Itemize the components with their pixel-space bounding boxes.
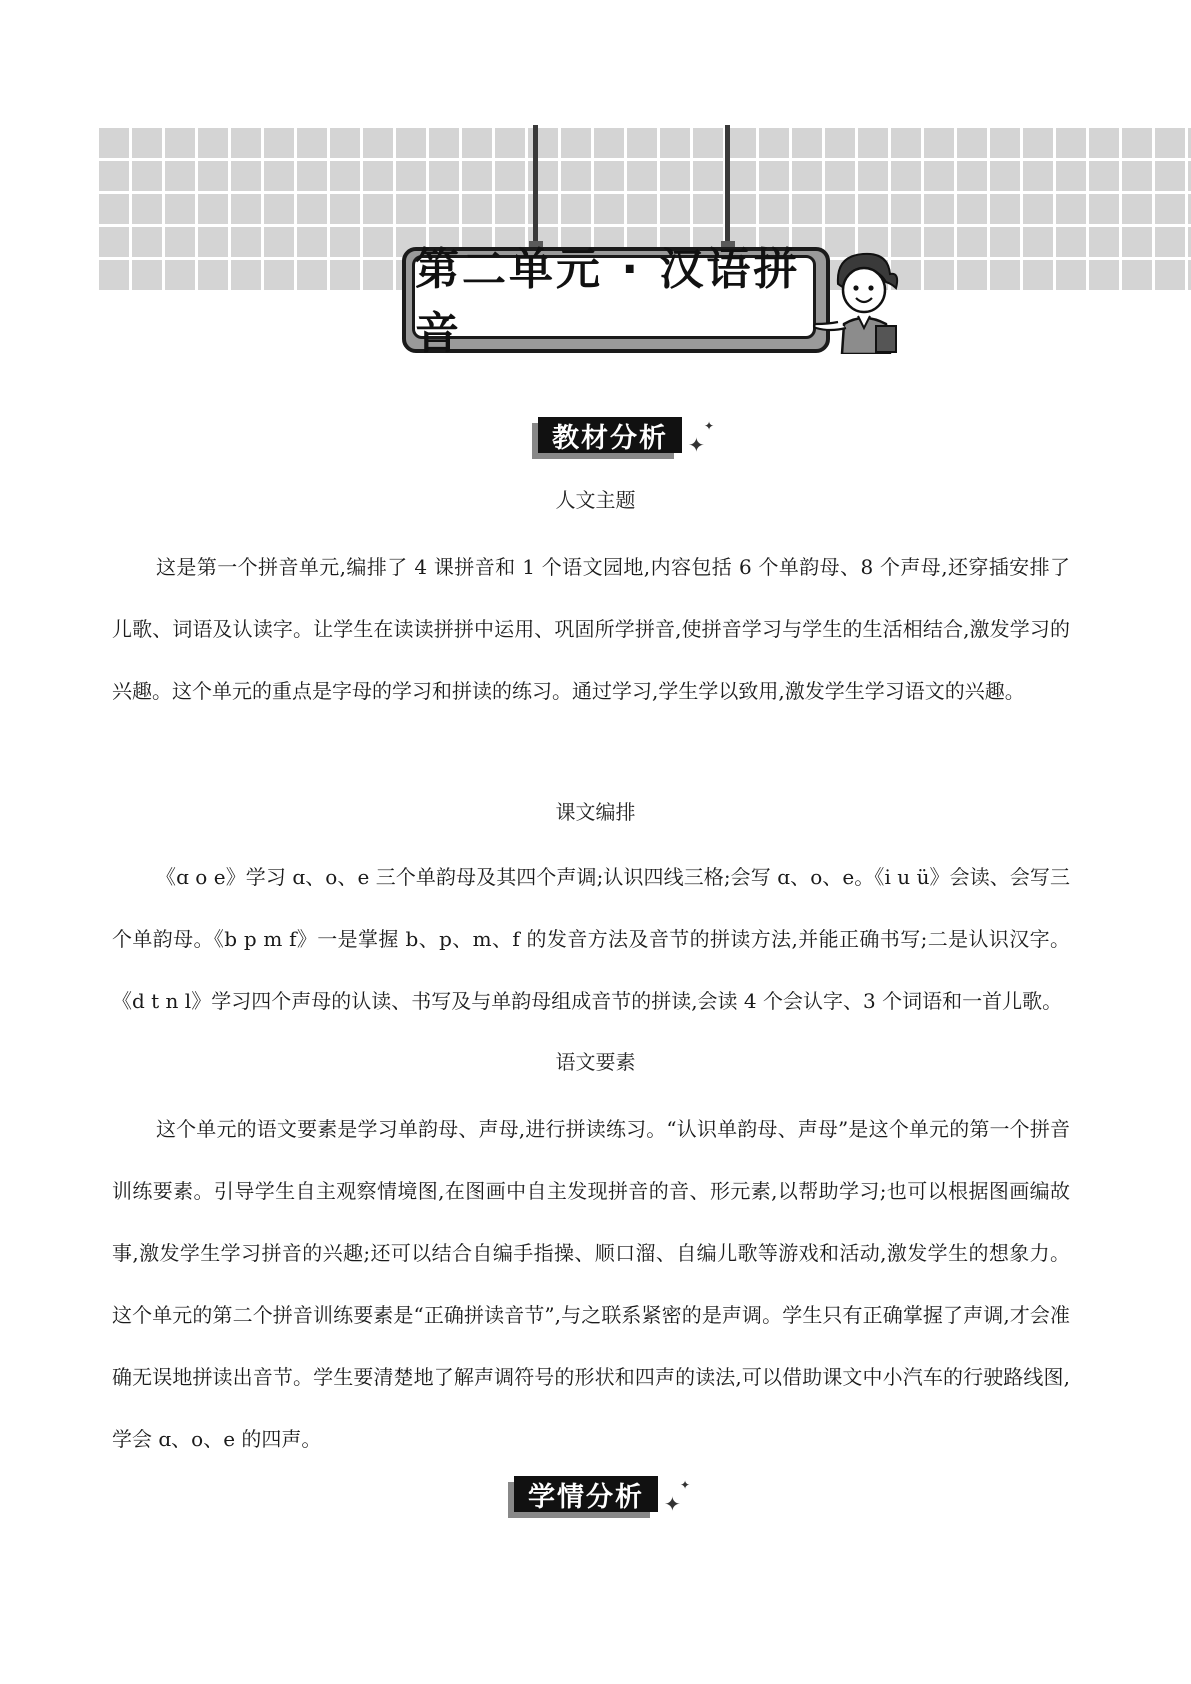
heading-theme: 人文主题 <box>555 488 636 512</box>
paragraph-elements: 这个单元的语文要素是学习单韵母、声母,进行拼读练习。“认识单韵母、声母”是这个单元的第一个拼音训练要素。引导学生自主观察情境图,在图画中自主发现拼音的音、形元素,以帮助学习;也可以根据图画编故事,激发学生学习拼音的兴趣;还可以结合自编手指操、顺口溜、自编儿歌等游戏和活动,激发学生的想象力。这个单元的第二个拼音训练要素是“正确拼读音节”,与之联系紧密的是声调。学生只有正确掌握了声调,才会准确无误地拼读出音节。学生要清楚地了解声调符号的形状和四声的读法,可以借助课文中小汽车的行驶路线图,学会 ɑ、o、e 的四声。 <box>112 1117 1070 1451</box>
hanging-wire-right <box>725 125 730 245</box>
paragraph-arrangement: 《ɑ o e》学习 ɑ、o、e 三个单韵母及其四个声调;认识四线三格;会写 ɑ、o、e。《i u ü》会读、会写三个单韵母。《b p m f》一是掌握 b、p、m、f 的发音方法及音节的拼读方法,并能正确书写;二是认识汉字。《d t n l》学习四个声母的认读、书写及与单韵母组成音节的拼读,会读 4 个会认字、3 个词语和一首儿歌。 <box>112 865 1070 1013</box>
heading-arrangement: 课文编排 <box>555 800 636 824</box>
sparkle-icon: ✦ <box>680 1478 691 1492</box>
unit-title: 第二单元 · 汉语拼音 <box>415 244 801 359</box>
section-badge-textbook-analysis <box>532 417 715 457</box>
heading-elements: 语文要素 <box>555 1050 636 1074</box>
section-badge-learning-analysis <box>508 1476 691 1516</box>
sparkle-icon: ✦ <box>664 1492 681 1516</box>
teacher-mascot-icon <box>808 244 918 354</box>
paragraph-theme: 这是第一个拼音单元,编排了 4 课拼音和 1 个语文园地,内容包括 6 个单韵母、8 个声母,还穿插安排了儿歌、词语及认读字。让学生在读读拼拼中运用、巩固所学拼音,使拼音学习与学生的生活相结合,激发学习的兴趣。这个单元的重点是字母的学习和拼读的练习。通过学习,学生学以致用,激发学生学习语文的兴趣。 <box>112 555 1070 703</box>
section-badge-label: 教材分析 <box>552 422 668 454</box>
section-badge-label: 学情分析 <box>528 1481 644 1513</box>
sparkle-icon: ✦ <box>704 419 715 433</box>
hanging-wire-left <box>533 125 538 245</box>
sparkle-icon: ✦ <box>688 433 705 457</box>
unit-title-board <box>402 244 830 359</box>
